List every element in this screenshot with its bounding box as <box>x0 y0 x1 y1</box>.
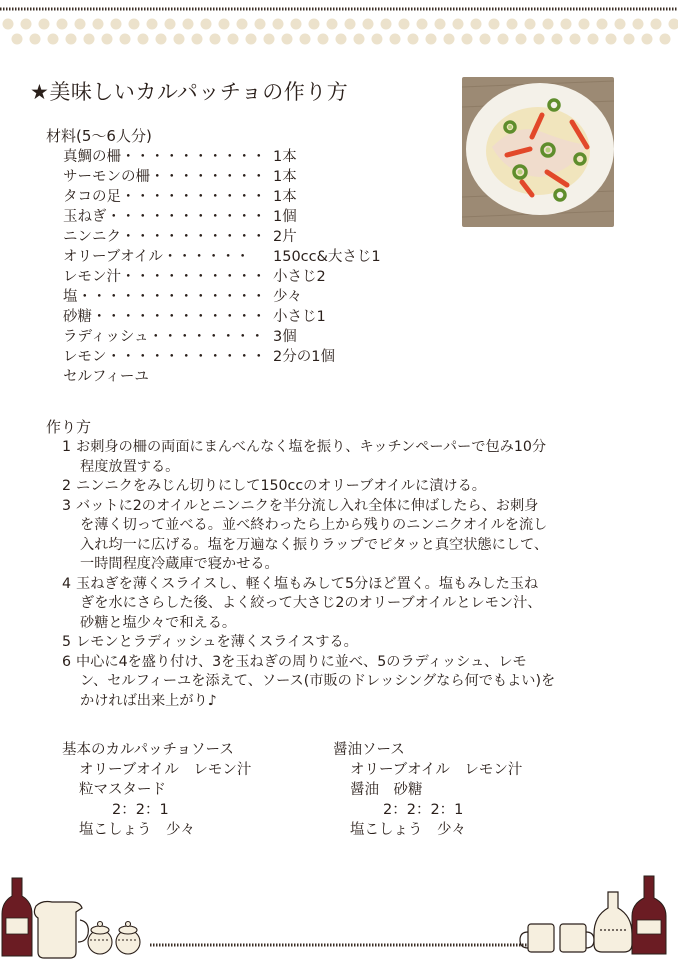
top-decorative-border <box>0 0 678 50</box>
step-text: ン、セルフィーユを添えて、ソース(市販のドレッシングなら何でもよい)を <box>80 673 556 689</box>
mug-icon <box>520 924 554 952</box>
top-dot-pattern <box>3 19 678 45</box>
ingredient-amount: 2片 <box>273 229 297 245</box>
ingredient-name: 真鯛の柵・・・・・・・・・・ <box>63 149 266 165</box>
ingredient-item <box>63 287 302 307</box>
bottom-decorative-border <box>0 860 678 975</box>
ingredient-amount: 1個 <box>273 209 297 225</box>
ingredient-name: レモン汁・・・・・・・・・・ <box>63 269 266 285</box>
ingredient-amount: 少々 <box>273 289 302 305</box>
step-number: 5 <box>62 634 72 650</box>
step-text: お刺身の柵の両面にまんべんなく塩を振り、キッチンペーパーで包み10分 <box>76 439 547 455</box>
carpaccio-photo <box>462 77 614 227</box>
salt-pot-icon <box>116 922 140 955</box>
step-item <box>62 575 622 634</box>
ingredient-name: レモン・・・・・・・・・・・ <box>63 349 266 365</box>
sauce-ingredients: 醤油 砂糖 <box>350 782 423 798</box>
step-text: かければ出来上がり♪ <box>80 692 217 709</box>
step-text: ぎを水にさらした後、よく絞って大さじ2のオリーブオイルとレモン汁、 <box>80 595 542 611</box>
sauce-seasoning: 塩こしょう 少々 <box>79 822 195 838</box>
ingredient-item <box>63 247 381 267</box>
step-text: 砂糖と塩少々で和える。 <box>80 614 237 631</box>
ingredient-amount: 小さじ2 <box>273 269 326 285</box>
ingredient-amount: 1本 <box>273 189 297 205</box>
sauce-ingredients: 粒マスタード <box>79 782 166 798</box>
sauce-ingredients: オリーブオイル レモン汁 <box>79 762 252 778</box>
ingredient-item <box>63 367 266 387</box>
step-item <box>62 438 622 477</box>
sugar-pot-icon <box>88 922 112 955</box>
step-item <box>62 633 622 653</box>
step-text: 一時間程度冷蔵庫で寝かせる。 <box>80 556 279 572</box>
step-number: 1 <box>62 439 72 455</box>
step-list <box>62 438 622 711</box>
sauce-ratio: 2：2：1 <box>112 802 169 818</box>
ingredient-name: ラディッシュ・・・・・・・・ <box>63 329 265 345</box>
step-item <box>62 477 622 497</box>
ingredient-amount: 1本 <box>273 169 297 185</box>
step-text: 入れ均一に広げる。塩を万遍なく振りラップでピタッと真空状態にして、 <box>80 536 549 553</box>
sauce-title: 基本のカルパッチョソース <box>62 742 234 758</box>
step-item <box>62 497 622 575</box>
step-text: 玉ねぎを薄くスライスし、軽く塩もみして5分ほど置く。塩もみした玉ね <box>76 575 539 592</box>
ingredient-name: セルフィーユ <box>63 369 149 385</box>
ingredient-name: サーモンの柵・・・・・・・・ <box>63 169 266 185</box>
sauce-ratio: 2：2：2：1 <box>383 802 464 818</box>
ingredient-item <box>63 147 297 167</box>
ingredient-amount: 2分の1個 <box>273 349 335 365</box>
ingredient-item <box>63 267 326 287</box>
ingredient-name: ニンニク・・・・・・・・・・ <box>63 229 266 245</box>
sauce-ingredients: オリーブオイル レモン汁 <box>350 762 523 778</box>
step-text: を薄く切って並べる。並べ終わったら上から残りのニンニクオイルを流し <box>80 517 548 533</box>
sauce-seasoning: 塩こしょう 少々 <box>350 822 466 838</box>
pitcher-icon <box>34 902 88 959</box>
ingredient-item <box>63 307 326 327</box>
step-number: 6 <box>62 653 72 670</box>
ingredient-name: 玉ねぎ・・・・・・・・・・・ <box>63 209 266 225</box>
sauce-title: 醤油ソース <box>333 742 405 758</box>
step-number: 2 <box>62 478 72 494</box>
ingredient-item <box>63 227 297 247</box>
mug-icon <box>560 924 594 952</box>
ingredient-list <box>63 147 381 387</box>
wine-bottle-icon <box>2 878 32 956</box>
ingredient-name: 塩・・・・・・・・・・・・・ <box>63 289 266 305</box>
basic-carpaccio-sauce <box>62 740 251 840</box>
ingredient-item <box>63 347 335 367</box>
ingredient-amount: 150cc&大さじ1 <box>273 249 381 265</box>
ingredient-item <box>63 327 297 347</box>
ingredient-name: タコの足・・・・・・・・・・ <box>63 189 266 205</box>
ingredient-item <box>63 167 297 187</box>
step-number: 4 <box>62 575 72 592</box>
steps-heading: 作り方 <box>46 418 92 436</box>
ingredient-amount: 3個 <box>273 329 297 345</box>
wine-bottle-icon <box>632 876 666 954</box>
soy-sauce-sauce <box>333 740 522 840</box>
ingredient-name: オリーブオイル・・・・・・ <box>63 249 250 265</box>
step-text: ニンニクをみじん切りにして150ccのオリーブオイルに漬ける。 <box>76 478 486 494</box>
step-text: バットに2のオイルとニンニクを半分流し入れ全体に伸ばしたら、お刺身 <box>76 497 539 514</box>
ingredient-amount: 1本 <box>273 149 297 165</box>
ingredient-amount: 小さじ1 <box>273 309 326 325</box>
ingredient-item <box>63 187 297 207</box>
step-text: 程度放置する。 <box>80 458 180 475</box>
step-item <box>62 653 622 712</box>
step-text: 中心に4を盛り付け、3を玉ねぎの周りに並べ、5のラディッシュ、レモ <box>76 653 527 670</box>
step-text: レモンとラディッシュを薄くスライスする。 <box>76 634 358 650</box>
ingredient-name: 砂糖・・・・・・・・・・・・ <box>63 309 266 325</box>
ingredients-heading: 材料(5～6人分) <box>46 127 152 145</box>
ingredient-item <box>63 207 297 227</box>
recipe-title: ★美味しいカルパッチョの作り方 <box>30 80 349 104</box>
carafe-icon <box>594 892 632 952</box>
step-number: 3 <box>62 497 72 514</box>
